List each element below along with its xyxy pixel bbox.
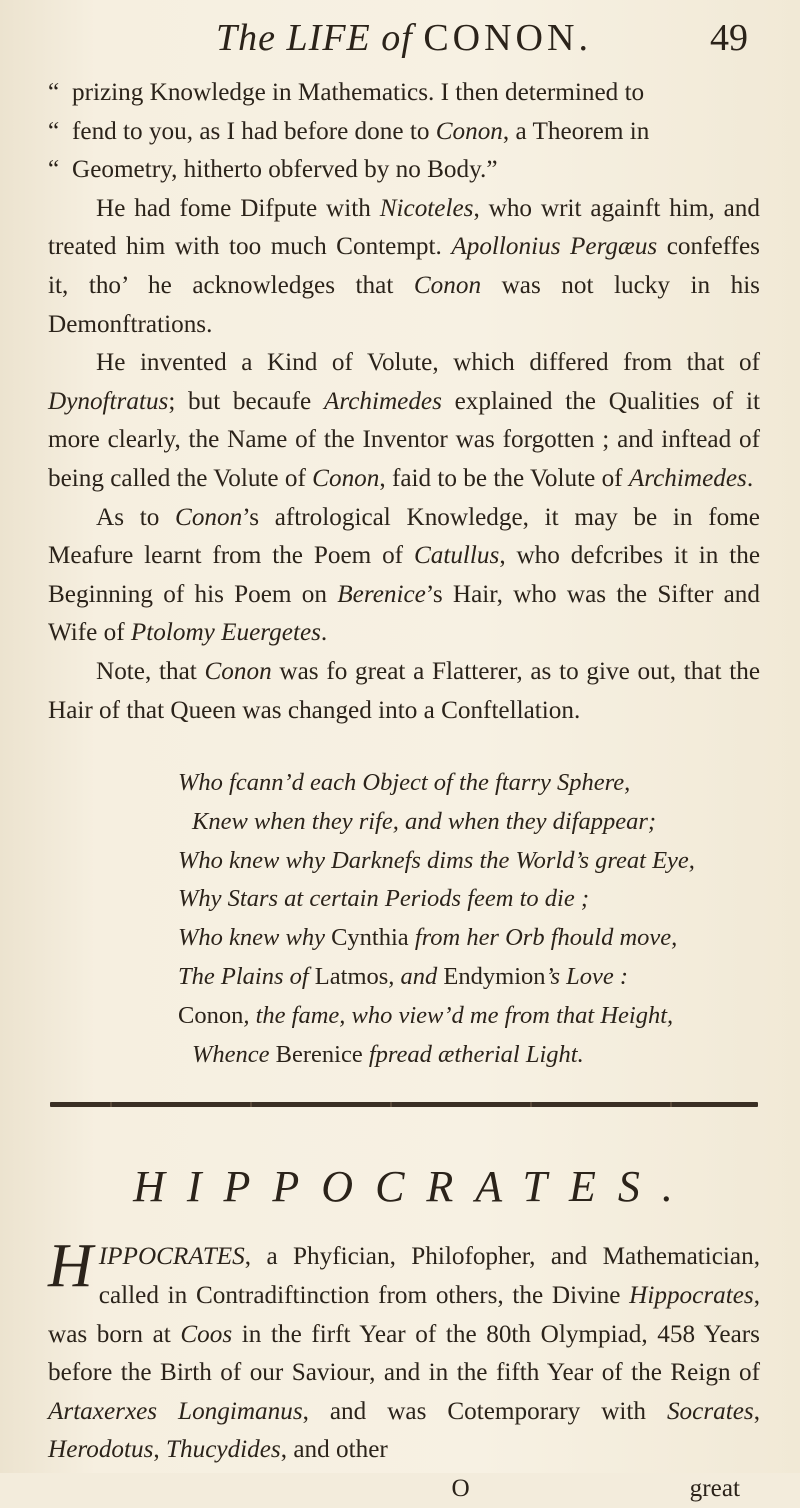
drop-cap: H <box>48 1232 93 1301</box>
paragraph-volute: He invented a Kind of Volute, which differed from that of Dynoftratus; but becaufe Archimedes explained the Qualities of it more clearly, the Name of the Inventor was forgotten ; and inftead of being called the Volute of Conon, faid to be the Volute of Archimedes. <box>48 349 761 492</box>
verse-line: Why Stars at certain Periods feem to die ; <box>178 885 589 913</box>
running-head-the: The <box>216 17 277 59</box>
catchword-line <box>48 1470 760 1508</box>
ornamental-rule <box>50 1102 758 1107</box>
page-header <box>48 16 760 64</box>
running-head <box>48 16 760 60</box>
page-number: 49 <box>710 17 748 59</box>
verse-line: Knew when they rife, and when they difappear; <box>192 807 657 835</box>
verse-line: Conon, the fame, who view’d me from that Height, <box>178 1001 674 1029</box>
page-body <box>48 74 760 1508</box>
signature-mark: O <box>451 1475 470 1503</box>
running-head-of: of <box>381 17 413 59</box>
verse-line: Whence Berenice fpread ætherial Light. <box>192 1040 584 1068</box>
verse-block <box>178 764 760 1074</box>
catchword: great <box>689 1475 740 1503</box>
section-title: HIPPOCRATES. <box>133 1162 695 1212</box>
verse-line: The Plains of Latmos, and Endymion’s Love : <box>178 963 629 991</box>
verse-line: Who knew why Darknefs dims the World’s great Eye, <box>178 846 695 874</box>
verse-line: Who fcann’d each Object of the ftarry Sphere, <box>178 769 631 797</box>
paragraph-astrology: As to Conon’s aftrological Knowledge, it may be in fome Meafure learnt from the Poem of Catullus, who defcribes it in the Beginning of his Poem on Berenice’s Hair, who was the Sifter and Wife of Ptolomy Euergetes. <box>48 503 760 647</box>
paragraph-letter-end: “ prizing Knowledge in Mathematics. I then determined to “ fend to you, as I had before done to Conon, a Theorem in “ Geometry, hitherto obferved by no Body.” <box>48 79 650 184</box>
paragraph-hippocrates: H IPPOCRATES, a Phyfician, Philofopher, and Mathematician, called in Contradiftinction from others, the Divine Hippocrates, was born at Coos in the firft Year of the 80th Olympiad, 458 Years before the Birth of our Saviour, and in the fifth Year of the Reign of Artaxerxes Longimanus, and was Cotemporary with Socrates, Herodotus, Thucydides, and other <box>48 1232 760 1464</box>
running-head-life: LIFE <box>286 17 371 59</box>
paragraph-flatterer: Note, that Conon was fo great a Flatterer, as to give out, that the Hair of that Queen was changed into a Conftellation. <box>48 657 760 724</box>
running-head-name: CONON. <box>423 17 592 59</box>
verse-line: Who knew why Cynthia from her Orb fhould move, <box>178 924 678 952</box>
paragraph-dispute: He had fome Difpute with Nicoteles, who writ againft him, and treated him with too much Contempt. Apollonius Pergæus confeffes it, tho’ he acknowledges that Conon was not lucky in his Demonftrations. <box>48 194 760 338</box>
